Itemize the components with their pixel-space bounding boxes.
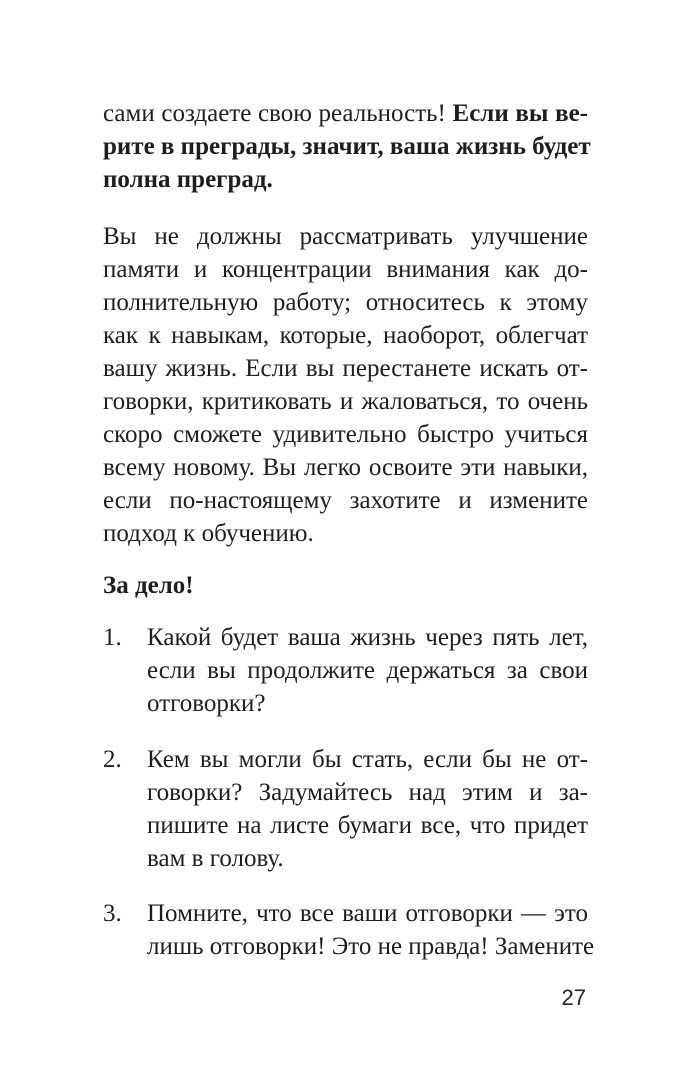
paragraph-1-bold-text: Если вы ве- — [452, 100, 588, 127]
list-item-line: Кем вы могли бы стать, если бы не от- — [147, 746, 588, 773]
paragraph-1-line-3: полна преград. — [103, 166, 273, 193]
paragraph-2-line: подход к обучению. — [103, 520, 314, 547]
paragraph-2-line: Вы не должны рассматривать улучшение — [103, 223, 588, 250]
list-item-number: 1. — [103, 624, 122, 651]
paragraph-2-line: памяти и концентрации внимания как до- — [103, 256, 588, 283]
list-item-line: пишите на листе бумаги все, что придет — [147, 812, 588, 839]
paragraph-2-line: говорки, критиковать и жаловаться, то очень — [103, 388, 588, 415]
list-item-line: лишь отговорки! Это не правда! Замените — [147, 933, 595, 960]
section-heading: За дело! — [103, 572, 194, 599]
list-item-line: если вы продолжите держаться за свои — [147, 657, 588, 684]
list-item-number: 3. — [103, 900, 122, 927]
paragraph-1-line-1 — [103, 98, 588, 130]
list-item-line: отговорки? — [147, 690, 266, 717]
paragraph-2-line: всему новому. Вы легко освоите эти навыки, — [103, 454, 588, 481]
list-item-line: Помните, что все ваши отговорки — это — [147, 900, 588, 927]
paragraph-2-line: если по-настоящему захотите и измените — [103, 487, 588, 514]
paragraph-2-line: полнительную работу; относитесь к этому — [103, 289, 588, 316]
paragraph-2-line: скоро сможете удивительно быстро учиться — [103, 421, 588, 448]
list-item-number: 2. — [103, 746, 122, 773]
paragraph-1-normal-text: сами создаете свою реальность! — [103, 100, 453, 127]
list-item-line: вам в голову. — [147, 845, 284, 872]
list-item-line: Какой будет ваша жизнь через пять лет, — [147, 624, 588, 651]
paragraph-1-line-2: рите в преграды, значит, ваша жизнь будет — [103, 133, 591, 160]
paragraph-2-line: как к навыкам, которые, наоборот, облегчат — [103, 322, 588, 349]
paragraph-2-line: вашу жизнь. Если вы перестанете искать от- — [103, 355, 588, 382]
page-number: 27 — [561, 985, 586, 1010]
list-item-line: говорки? Задумайтесь над этим и за- — [147, 779, 588, 806]
